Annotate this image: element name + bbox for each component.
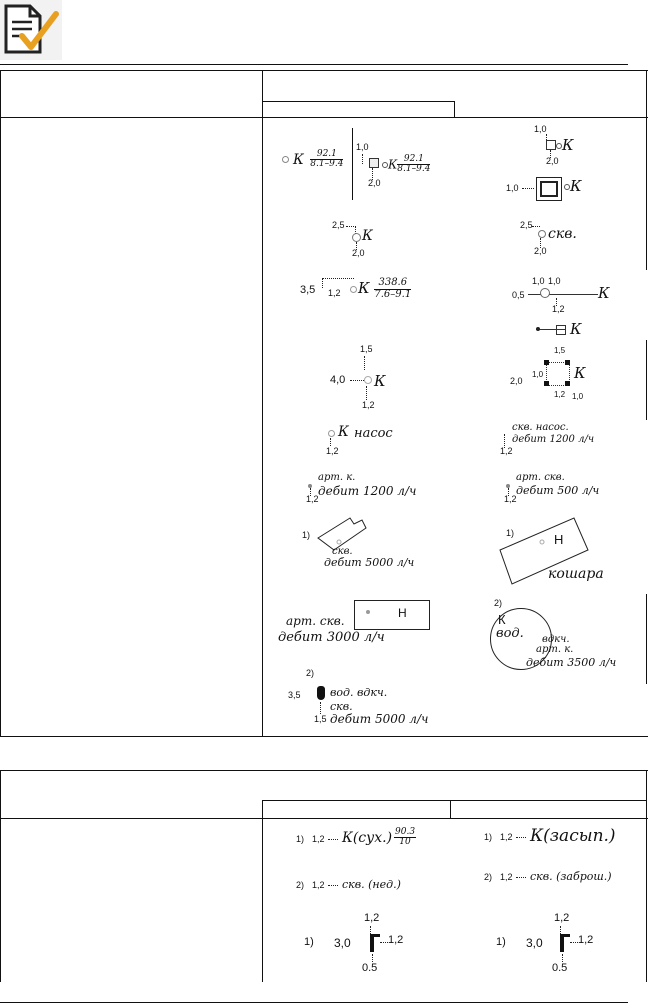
divider-line: [352, 128, 353, 200]
well-k-338: 3,5 1,2 К $\frac{338.6}{7.6-9.1}$: [300, 277, 412, 300]
document-check-icon: [0, 0, 62, 60]
well-square-right-a: 1,0 2,0 К: [534, 124, 574, 166]
square-well-icon: [369, 158, 379, 168]
abandoned-well-right: 2) 1,2 скв. (заброш.): [484, 870, 612, 883]
well-circle-icon: [540, 288, 550, 298]
well-square-right-b: 1,0 К: [506, 176, 606, 204]
well-circle-icon: [352, 233, 361, 242]
artesian-well-left: арт. к. дебит 1200 л/ч 1,2: [306, 472, 417, 504]
building-rect-icon: [354, 600, 430, 630]
well-pump-right: скв. насос. дебит 1200 л/ч 1,2: [500, 422, 595, 456]
dry-well-left: 1) 1,2 К(сух.) $\frac{90.3}{10}$: [296, 827, 416, 848]
well-skv-right: 2,5 2,0 скв.: [520, 220, 577, 256]
unfinished-well-left: 2) 1,2 скв. (нед.): [296, 878, 401, 891]
filled-well-right: 1) 1,2 К(засып.): [484, 826, 616, 846]
square-well-icon: [556, 325, 566, 335]
well-benchmark-left: К $\frac{92.1}{8.1-9.4}$: [282, 150, 343, 170]
water-tower-right: 2) К вод. вдкч. арт. к. дебит 3500 л/ч: [488, 598, 628, 674]
well-benchmark-mid: 1,0 2,0 К $\frac{92.1}{8.1-9.4}$: [356, 142, 431, 188]
well-k-right-small: К: [536, 320, 616, 340]
well-circle-icon: [538, 230, 546, 238]
artesian-building-left: Н арт. скв. дебит 3000 л/ч: [278, 600, 438, 650]
windmill-symbol-right: 1) 1,2 3,0 1,2 0.5: [496, 912, 594, 974]
artesian-dot-icon: [366, 610, 370, 614]
well-k-right-line: 1,0 1,0 0,5 1,2 К: [512, 276, 610, 314]
water-tower-left: 2) 3,5 1,5 вод. вдкч. скв. дебит 5000 л/ч: [288, 668, 429, 726]
logo: [0, 0, 62, 60]
artesian-well-right: арт. скв. дебит 500 л/ч 1,2: [504, 472, 600, 504]
well-circle-icon: [364, 376, 372, 384]
well-pump-left: 1,2 К насос: [326, 424, 393, 456]
well-k-cross-left: 1,5 4,0 1,2 К: [330, 344, 386, 410]
well-circle-icon: [350, 286, 357, 293]
well-circle-icon: [328, 430, 335, 437]
square-well-icon: [546, 140, 556, 150]
well-building-left: 1) скв. дебит 5000 л/ч: [302, 512, 432, 572]
header-rule: [0, 64, 628, 65]
well-k-cross-right: 1,5 2,0 1,0 1,2 1,0 К: [510, 346, 586, 401]
well-k-left: 2,5 2,0 К: [332, 220, 373, 258]
windmill-symbol-left: 1) 1,2 3,0 1,2 0.5: [304, 912, 404, 974]
water-tower-filled-icon: [317, 686, 325, 700]
well-dot-icon: [282, 156, 289, 163]
well-barn-right: 1) Н кошара: [496, 512, 636, 592]
